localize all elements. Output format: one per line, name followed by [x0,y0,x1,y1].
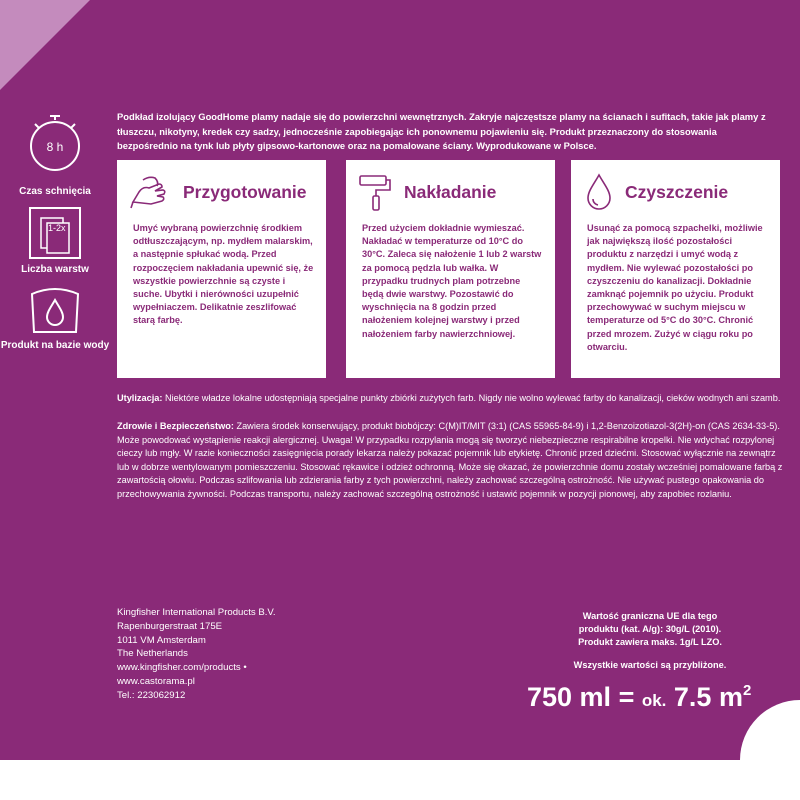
voc-limits [520,610,780,672]
address-line: Tel.: 223062912 [117,689,186,701]
clock-icon [26,110,84,182]
coats-block [0,206,110,275]
address-line: www.castorama.pl [117,675,195,687]
manufacturer-address [117,606,377,703]
address-line: The Netherlands [117,648,188,660]
intro-text: Podkład izolujący GoodHome plamy nadaje się do powierzchni wewnętrznych. Zakryje najczęstsze plamy na ścianach i sufitach, takie jak plamy z tłuszczu, nikotyny, kredek czy sadzy, jednocześnie zapobiegając ich ponownemu pojawieniu się. Produkt przeznaczony do stosowania bezpośrednio na tynk lub płyty gipsowo-kartonowe oraz na pomalowane ściany. Wyprodukowane w Polsce. [117,111,766,151]
coats-label: Liczba warstw [21,264,89,275]
drying-time-value: 8 h [46,140,64,154]
coverage-exponent: 2 [742,682,752,699]
water-drop-icon [583,172,615,212]
drying-time-block [0,110,110,197]
address-line: Kingfisher International Products B.V. [117,607,276,618]
card-header [129,172,307,212]
volume-approx: ok. [641,691,667,710]
voc-line: Produkt zawiera maks. 1g/L LZO. [578,637,722,648]
card-preparation [117,160,326,378]
volume-coverage [527,682,797,713]
water-based-label: Produkt na bazie wody [0,340,110,351]
card-header [583,172,728,212]
card-title: Czyszczenie [625,181,729,202]
card-body: Usunąć za pomocą szpachelki, możliwie jak największą ilość pozostałości produktu z narzędzi i umyć wodą z mydłem. Nie wylewać pozostałości po czyszczeniu do kanalizacji. Dokładnie zamknąć pojemnik po użyciu. Produkt przechowywać w suchym miejscu w temperaturze od 5°C do 30°C. Chronić przed mrozem. Zużyć w ciągu roku po otwarciu. [587,223,763,352]
address-line: www.kingfisher.com/products • [117,662,247,674]
water-drop-can-icon [26,286,84,336]
safety-text: Zawiera środek konserwujący, produkt biobójczy: C(M)IT/MIT (3:1) (CAS 55965-84-9) i 1,2-Benzoizotiazol-3(2H)-on (CAS 2634-33-5). Może powodować wystąpienie reakcji alergicznej. Uwaga! W przypadku rozpylania mogą się tworzyć niebezpieczne respirabilne kropelki. Nie wdychać rozpylonej cieczy lub mgły. W razie konieczności zasięgnięcia porady lekarza należy pokazać pojemnik lub etykietę. Chronić przed dziećmi. Stosować wyłącznie na zewnątrz lub w dobrze wentylowanym pomieszczeniu. Stosować rękawice i odzież ochronną. Może się okazać, że powierzchnie domu zostały wcześniej pomalowane farbą z zawartością ołowiu. Podczas szlifowania lub zdzierania farby z tych powierzchni, należy zachować szczególną ostrożność. Nie używać pustego opakowania do przechowywania żywności. Podczas transportu, należy zachować szczególną ostrożność i ustawić pojemnik w pozycji pionowej, aby zapobiec rozlaniu. [117,421,783,499]
card-application [346,160,555,378]
disposal-text: Niektóre władze lokalne udostępniają specjalne punkty zbiórki zużytych farb. Nigdy nie wolno wylewać farby do kanalizacji, cieków wodnych ani szamb. [162,393,781,403]
water-based-block [0,286,110,351]
approx-note: Wszystkie wartości są przybliżone. [573,659,727,670]
card-body: Umyć wybraną powierzchnię środkiem odtłuszczającym, np. mydłem malarskim, a następnie spłukać wodą. Przed rozpoczęciem nakładania upewnić się, że wszystkie powierzchnie są czyste i suche. Ubytki i nierówności uzupełnić wypełniaczem. Delikatnie zeszlifować starą farbę. [133,223,314,326]
disposal-label: Utylizacja: [117,393,163,403]
address-line: 1011 VM Amsterdam [117,634,206,646]
card-cleaning [571,160,780,378]
address-line: Rapenburgerstraat 175E [117,620,223,632]
voc-line: Wartość graniczna UE dla tego [582,611,718,621]
card-header [358,172,496,212]
roller-layers-icon [28,206,82,260]
coats-value: 1-2x [48,223,66,233]
coverage-area: 7.5 m [666,682,743,712]
card-title: Przygotowanie [183,181,307,202]
disposal-paragraph [117,392,785,406]
safety-paragraph [117,420,785,502]
volume-amount: 750 ml [527,682,612,712]
safety-label: Zdrowie i Bezpieczeństwo: [117,421,234,431]
volume-equals: = [611,682,642,712]
card-title: Nakładanie [404,181,497,202]
cloth-hand-icon [129,172,173,212]
card-body: Przed użyciem dokładnie wymieszać. Nakładać w temperaturze od 10°C do 30°C. Zaleca się nałożenie 1 lub 2 warstw za pomocą pędzla lub wałka. W przypadku trudnych plam potrzebne będą dwie warstwy. Pozostawić do wyschnięcia na 8 godzin przed nałożeniem kolejnej warstwy i przed nałożeniem farby nawierzchniowej. [362,223,542,339]
paint-roller-icon [358,172,394,212]
corner-decoration [0,0,90,90]
bottom-strip [0,760,800,800]
drying-time-label: Czas schnięcia [19,186,91,197]
voc-line: produktu (kat. A/g): 30g/L (2010). [578,624,722,635]
